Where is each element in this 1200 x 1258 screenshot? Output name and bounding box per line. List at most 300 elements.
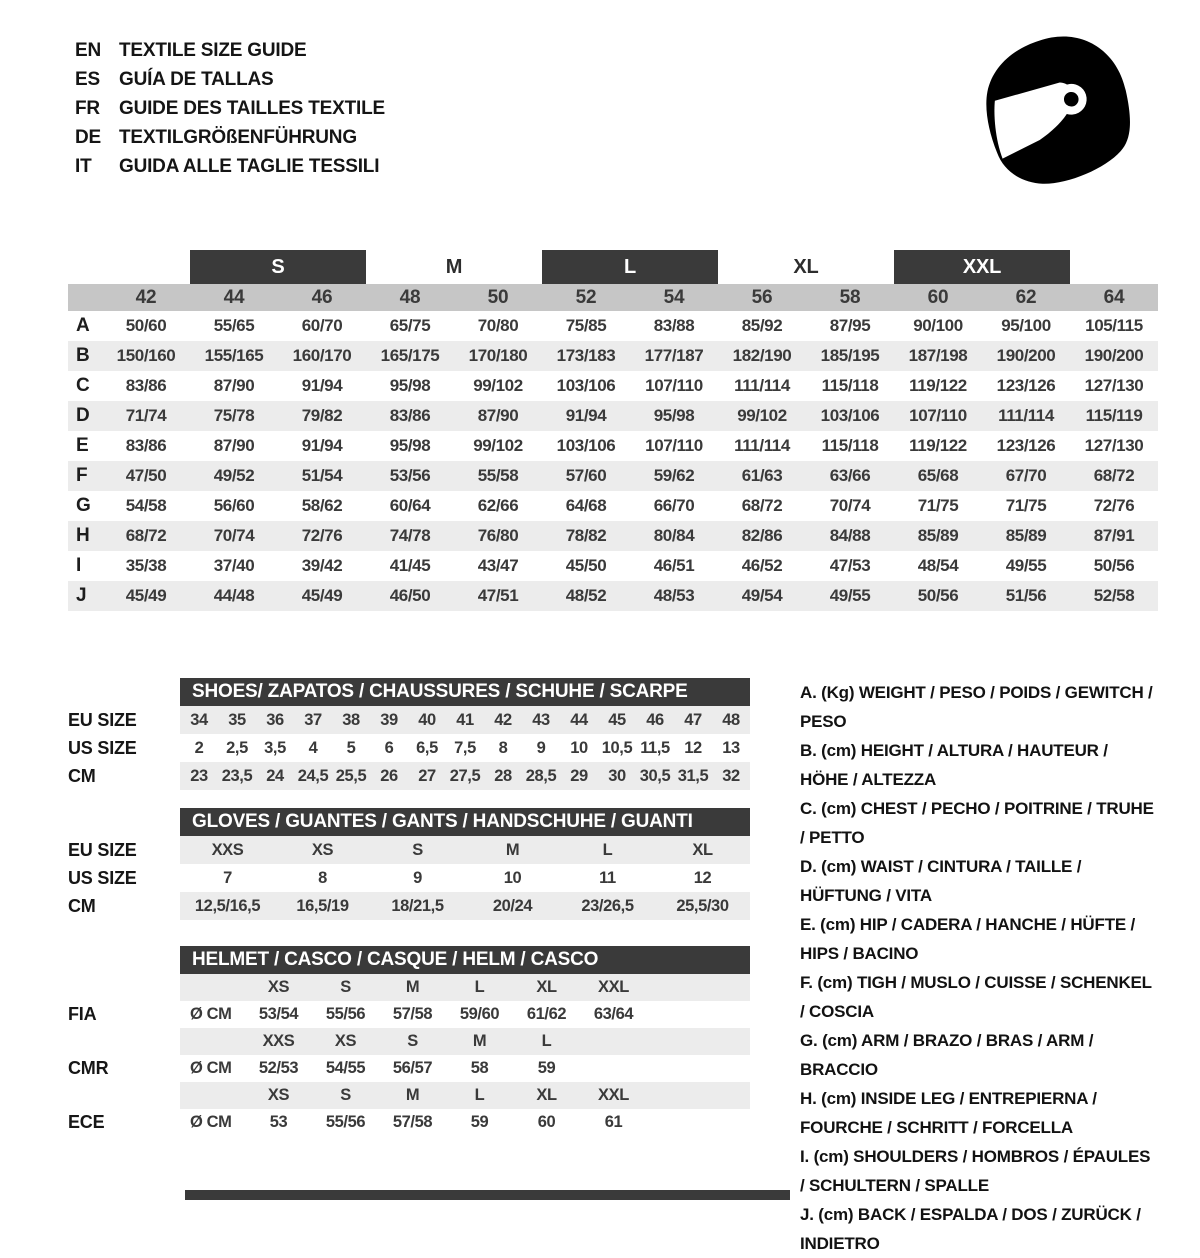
cell: 41 bbox=[456, 710, 474, 729]
row-values bbox=[180, 1028, 750, 1055]
numeric-size: 42 bbox=[135, 286, 157, 308]
size-value: 41/45 bbox=[389, 556, 431, 575]
helmet-size-label: L bbox=[474, 978, 485, 996]
row-letter: F bbox=[76, 465, 88, 486]
cell: 6 bbox=[384, 738, 394, 757]
size-value: 190/200 bbox=[1084, 346, 1144, 365]
cell: 25,5/30 bbox=[676, 896, 729, 915]
helmet-value: 58 bbox=[470, 1059, 489, 1077]
cell: 7,5 bbox=[454, 738, 476, 757]
numeric-size: 58 bbox=[839, 286, 861, 308]
helmet-size-label: XS bbox=[267, 978, 290, 996]
size-value: 79/82 bbox=[301, 406, 343, 425]
standard-label: FIA bbox=[68, 1004, 97, 1024]
size-value: 35/38 bbox=[125, 556, 167, 575]
size-row-H bbox=[68, 521, 1158, 551]
size-value: 49/55 bbox=[829, 586, 871, 605]
size-value: 57/60 bbox=[565, 466, 607, 485]
numeric-size: 48 bbox=[399, 286, 421, 308]
language-title-list bbox=[75, 36, 385, 181]
numeric-size: 56 bbox=[751, 286, 773, 308]
size-value: 49/52 bbox=[213, 466, 255, 485]
size-row-F bbox=[68, 461, 1158, 491]
helmet-value: 56/57 bbox=[392, 1059, 433, 1077]
unit-label: Ø CM bbox=[190, 1005, 232, 1023]
size-group-M: M bbox=[445, 255, 463, 278]
shoes-title-bar: SHOES/ ZAPATOS / CHAUSSURES / SCHUHE / SCARPE bbox=[180, 678, 750, 706]
size-value: 45/49 bbox=[125, 586, 167, 605]
size-value: 83/86 bbox=[125, 376, 167, 395]
numeric-size: 64 bbox=[1103, 286, 1125, 308]
language-row bbox=[75, 123, 385, 152]
legend-item: C. (cm) CHEST / PECHO / POITRINE / TRUHE / PETTO bbox=[800, 799, 1154, 847]
accessory-tables bbox=[68, 678, 750, 1136]
language-title: GUIDA ALLE TAGLIE TESSILI bbox=[119, 156, 380, 177]
size-value: 68/72 bbox=[1093, 466, 1135, 485]
size-value: 83/86 bbox=[125, 436, 167, 455]
shoes-row-eu-size bbox=[68, 706, 750, 734]
size-value: 60/70 bbox=[301, 316, 343, 335]
size-value: 160/170 bbox=[292, 346, 352, 365]
size-group-XXL: XXL bbox=[894, 250, 1070, 284]
legend-item: B. (cm) HEIGHT / ALTURA / HAUTEUR / HÖHE / ALTEZZA bbox=[800, 741, 1108, 789]
size-value: 55/58 bbox=[477, 466, 519, 485]
cell: 35 bbox=[228, 710, 246, 729]
helmet-size-label: XS bbox=[267, 1086, 290, 1104]
unit-label: Ø CM bbox=[190, 1113, 232, 1131]
cell: 10,5 bbox=[601, 738, 633, 757]
cell: 43 bbox=[532, 710, 550, 729]
helmet-size-label: XXL bbox=[598, 1086, 629, 1104]
size-value: 75/85 bbox=[565, 316, 607, 335]
helmet-sizes-row-CMR bbox=[68, 1028, 750, 1055]
size-value: 83/86 bbox=[389, 406, 431, 425]
cell: 29 bbox=[570, 766, 588, 785]
size-value: 82/86 bbox=[741, 526, 783, 545]
cell: 10 bbox=[503, 868, 522, 887]
legend-item: H. (cm) INSIDE LEG / ENTREPIERNA / FOURCHE / SCHRITT / FORCELLA bbox=[800, 1089, 1097, 1137]
row-values bbox=[180, 734, 750, 762]
cell: 34 bbox=[190, 710, 208, 729]
helmet-value: 54/55 bbox=[325, 1059, 366, 1077]
size-value: 99/102 bbox=[473, 376, 523, 395]
size-value: 51/56 bbox=[1005, 586, 1047, 605]
size-value: 48/54 bbox=[917, 556, 959, 575]
language-title: GUIDE DES TAILLES TEXTILE bbox=[119, 98, 385, 119]
size-row-B bbox=[68, 341, 1158, 371]
size-value: 48/53 bbox=[653, 586, 695, 605]
cell: 6,5 bbox=[416, 738, 438, 757]
numeric-size: 46 bbox=[311, 286, 333, 308]
language-row bbox=[75, 152, 385, 181]
row-values bbox=[180, 864, 750, 892]
row-letter: D bbox=[76, 405, 90, 426]
cell: XS bbox=[311, 840, 334, 859]
row-values bbox=[180, 892, 750, 920]
helmet-size-label: L bbox=[541, 1032, 552, 1050]
language-row bbox=[75, 65, 385, 94]
size-value: 123/126 bbox=[996, 436, 1056, 455]
size-value: 119/122 bbox=[909, 376, 967, 395]
size-value: 173/183 bbox=[556, 346, 616, 365]
cell: 38 bbox=[342, 710, 360, 729]
legend-item: E. (cm) HIP / CADERA / HANCHE / HÜFTE / HIPS / BACINO bbox=[800, 915, 1136, 963]
numeric-size: 62 bbox=[1015, 286, 1037, 308]
helmet-value: 55/56 bbox=[325, 1005, 366, 1023]
size-value: 95/98 bbox=[653, 406, 695, 425]
size-value: 44/48 bbox=[213, 586, 255, 605]
size-value: 90/100 bbox=[913, 316, 963, 335]
cell: 30,5 bbox=[639, 766, 671, 785]
cell: 12 bbox=[684, 738, 702, 757]
size-value: 91/94 bbox=[301, 376, 343, 395]
row-values bbox=[180, 1001, 750, 1028]
size-value: 85/89 bbox=[917, 526, 959, 545]
size-value: 47/53 bbox=[829, 556, 871, 575]
cell: 11,5 bbox=[640, 738, 670, 757]
cell: 10 bbox=[570, 738, 588, 757]
size-value: 63/66 bbox=[829, 466, 871, 485]
row-values bbox=[180, 1082, 750, 1109]
cell: 44 bbox=[570, 710, 588, 729]
cell: 25,5 bbox=[335, 766, 367, 785]
size-value: 87/90 bbox=[477, 406, 519, 425]
row-label: US SIZE bbox=[68, 737, 137, 758]
language-title: GUÍA DE TALLAS bbox=[119, 69, 274, 90]
size-value: 103/106 bbox=[556, 376, 616, 395]
size-value: 71/75 bbox=[1005, 496, 1047, 515]
legend-item: G. (cm) ARM / BRAZO / BRAS / ARM / BRACCIO bbox=[800, 1031, 1094, 1079]
size-value: 75/78 bbox=[213, 406, 255, 425]
cell: 36 bbox=[266, 710, 284, 729]
size-value: 165/175 bbox=[380, 346, 440, 365]
section-gap bbox=[68, 920, 750, 946]
size-value: 84/88 bbox=[829, 526, 871, 545]
row-letter: A bbox=[76, 315, 90, 336]
size-value: 150/160 bbox=[116, 346, 176, 365]
language-code: DE bbox=[75, 127, 101, 148]
size-value: 60/64 bbox=[389, 496, 431, 515]
size-value: 103/106 bbox=[820, 406, 880, 425]
size-row-E bbox=[68, 431, 1158, 461]
textile-size-table bbox=[68, 250, 1158, 611]
cell: 2,5 bbox=[226, 738, 248, 757]
row-letter: G bbox=[76, 495, 91, 516]
row-label: CM bbox=[68, 895, 96, 916]
size-value: 53/56 bbox=[389, 466, 431, 485]
cell: 40 bbox=[418, 710, 436, 729]
size-value: 119/122 bbox=[909, 436, 967, 455]
helmet-value: 59 bbox=[537, 1059, 556, 1077]
size-value: 111/114 bbox=[734, 376, 790, 395]
size-value: 55/65 bbox=[213, 316, 255, 335]
cell: 27 bbox=[418, 766, 436, 785]
size-value: 123/126 bbox=[996, 376, 1056, 395]
row-values bbox=[180, 706, 750, 734]
shoes-row-cm bbox=[68, 762, 750, 790]
row-letter: C bbox=[76, 375, 90, 396]
cell: 23,5 bbox=[221, 766, 253, 785]
size-value: 185/195 bbox=[820, 346, 880, 365]
row-letter: J bbox=[76, 585, 87, 606]
size-value: 65/75 bbox=[389, 316, 431, 335]
size-value: 187/198 bbox=[908, 346, 968, 365]
language-code: IT bbox=[75, 156, 92, 177]
size-value: 64/68 bbox=[565, 496, 607, 515]
size-value: 71/75 bbox=[917, 496, 959, 515]
size-value: 115/118 bbox=[821, 436, 879, 455]
lower-section bbox=[68, 678, 1158, 1258]
size-value: 56/60 bbox=[213, 496, 255, 515]
size-value: 70/74 bbox=[213, 526, 255, 545]
helmet-size-label: XL bbox=[536, 1086, 557, 1104]
size-value: 115/118 bbox=[821, 376, 879, 395]
unit-label: Ø CM bbox=[190, 1059, 232, 1077]
language-code: FR bbox=[75, 98, 100, 119]
cell: 28,5 bbox=[525, 766, 557, 785]
cell: 20/24 bbox=[492, 896, 533, 915]
size-value: 87/90 bbox=[213, 436, 255, 455]
size-row-C bbox=[68, 371, 1158, 401]
cutoff-section-bar bbox=[185, 1190, 790, 1200]
standard-label: CMR bbox=[68, 1058, 109, 1078]
size-value: 59/62 bbox=[653, 466, 695, 485]
row-label: CM bbox=[68, 765, 96, 786]
row-label: US SIZE bbox=[68, 867, 137, 888]
gloves-row-eu-size bbox=[68, 836, 750, 864]
cell: 39 bbox=[380, 710, 398, 729]
row-letter: H bbox=[76, 525, 90, 546]
legend-item: A. (Kg) WEIGHT / PESO / POIDS / GEWITCH / PESO bbox=[800, 683, 1153, 731]
measurement-legend bbox=[800, 678, 1158, 1258]
size-value: 39/42 bbox=[301, 556, 343, 575]
size-value: 50/56 bbox=[1093, 556, 1135, 575]
cell: 4 bbox=[308, 738, 318, 757]
size-group-header-row bbox=[68, 250, 1158, 284]
size-row-A bbox=[68, 311, 1158, 341]
size-value: 62/66 bbox=[477, 496, 519, 515]
cell: 12 bbox=[693, 868, 712, 887]
size-value: 91/94 bbox=[565, 406, 607, 425]
cell: 24 bbox=[266, 766, 284, 785]
cell: 31,5 bbox=[677, 766, 709, 785]
cell: S bbox=[412, 840, 423, 859]
language-code: EN bbox=[75, 40, 101, 61]
row-label: EU SIZE bbox=[68, 709, 137, 730]
numeric-size: 50 bbox=[487, 286, 509, 308]
size-value: 46/51 bbox=[653, 556, 695, 575]
cell: 12,5/16,5 bbox=[194, 896, 261, 915]
gloves-title-bar: GLOVES / GUANTES / GANTS / HANDSCHUHE / GUANTI bbox=[180, 808, 750, 836]
legend-item: I. (cm) SHOULDERS / HOMBROS / ÉPAULES / SCHULTERN / SPALLE bbox=[800, 1147, 1151, 1195]
cell: 23 bbox=[190, 766, 208, 785]
cell: 9 bbox=[536, 738, 546, 757]
size-value: 67/70 bbox=[1005, 466, 1047, 485]
size-value: 95/98 bbox=[389, 436, 431, 455]
size-value: 155/165 bbox=[204, 346, 264, 365]
helmet-sizes-row-FIA bbox=[68, 974, 750, 1001]
helmet-size-label: M bbox=[472, 1032, 487, 1050]
size-value: 190/200 bbox=[996, 346, 1056, 365]
cell: XL bbox=[692, 840, 713, 859]
cell: 24,5 bbox=[297, 766, 329, 785]
size-value: 80/84 bbox=[653, 526, 695, 545]
size-value: 37/40 bbox=[213, 556, 255, 575]
cell: 46 bbox=[646, 710, 664, 729]
corner-cell bbox=[68, 284, 102, 311]
size-value: 111/114 bbox=[734, 436, 790, 455]
helmet-size-label: S bbox=[340, 978, 351, 996]
gloves-row-us-size bbox=[68, 864, 750, 892]
size-value: 68/72 bbox=[741, 496, 783, 515]
size-value: 46/50 bbox=[389, 586, 431, 605]
cell: 7 bbox=[223, 868, 232, 887]
size-value: 47/50 bbox=[125, 466, 167, 485]
helmet-size-label: S bbox=[407, 1032, 418, 1050]
cell: 48 bbox=[722, 710, 740, 729]
size-value: 87/91 bbox=[1093, 526, 1135, 545]
cell: 47 bbox=[684, 710, 702, 729]
size-group-XL: XL bbox=[793, 255, 819, 278]
size-value: 127/130 bbox=[1084, 436, 1144, 455]
size-value: 170/180 bbox=[468, 346, 528, 365]
cell: 3,5 bbox=[264, 738, 286, 757]
helmet-size-label: S bbox=[340, 1086, 351, 1104]
helmet-size-label: XL bbox=[536, 978, 557, 996]
size-value: 49/54 bbox=[741, 586, 783, 605]
cell: 18/21,5 bbox=[391, 896, 444, 915]
row-values bbox=[180, 1055, 750, 1082]
helmet-value: 53/54 bbox=[258, 1005, 299, 1023]
size-row-I bbox=[68, 551, 1158, 581]
size-value: 91/94 bbox=[301, 436, 343, 455]
shoes-row-us-size bbox=[68, 734, 750, 762]
size-value: 54/58 bbox=[125, 496, 167, 515]
helmet-value: 60 bbox=[537, 1113, 556, 1131]
racing-helmet-icon bbox=[970, 28, 1142, 195]
size-value: 76/80 bbox=[477, 526, 519, 545]
helmet-values-row-CMR bbox=[68, 1055, 750, 1082]
row-letter: E bbox=[76, 435, 89, 456]
numeric-size: 60 bbox=[927, 286, 949, 308]
helmet-table bbox=[68, 974, 750, 1136]
cell: 8 bbox=[318, 868, 327, 887]
helmet-values-row-ECE bbox=[68, 1109, 750, 1136]
language-title: TEXTILE SIZE GUIDE bbox=[119, 40, 307, 61]
size-value: 47/51 bbox=[477, 586, 519, 605]
helmet-value: 61/62 bbox=[526, 1005, 567, 1023]
row-label: EU SIZE bbox=[68, 839, 137, 860]
gloves-table bbox=[68, 836, 750, 920]
row-values bbox=[180, 1109, 750, 1136]
legend-item: D. (cm) WAIST / CINTURA / TAILLE / HÜFTUNG / VITA bbox=[800, 857, 1082, 905]
helmet-title-bar: HELMET / CASCO / CASQUE / HELM / CASCO bbox=[180, 946, 750, 974]
language-code: ES bbox=[75, 69, 100, 90]
size-value: 177/187 bbox=[644, 346, 704, 365]
size-value: 74/78 bbox=[389, 526, 431, 545]
size-value: 72/76 bbox=[1093, 496, 1135, 515]
size-row-D bbox=[68, 401, 1158, 431]
helmet-value: 53 bbox=[269, 1113, 288, 1131]
helmet-value: 57/58 bbox=[392, 1005, 433, 1023]
row-letter: I bbox=[76, 555, 82, 576]
helmet-size-label: M bbox=[405, 978, 420, 996]
size-value: 87/95 bbox=[829, 316, 871, 335]
helmet-value: 63/64 bbox=[593, 1005, 634, 1023]
size-value: 95/98 bbox=[389, 376, 431, 395]
size-value: 99/102 bbox=[737, 406, 787, 425]
cell: 28 bbox=[494, 766, 512, 785]
size-value: 50/60 bbox=[125, 316, 167, 335]
size-value: 51/54 bbox=[301, 466, 343, 485]
size-value: 99/102 bbox=[473, 436, 523, 455]
cell: 37 bbox=[304, 710, 322, 729]
cell: 30 bbox=[608, 766, 626, 785]
section-gap bbox=[68, 790, 750, 808]
helmet-size-label: XXL bbox=[598, 978, 629, 996]
size-value: 49/55 bbox=[1005, 556, 1047, 575]
helmet-values-row-FIA bbox=[68, 1001, 750, 1028]
size-value: 115/119 bbox=[1085, 406, 1143, 425]
size-value: 68/72 bbox=[125, 526, 167, 545]
measurement-rows bbox=[68, 311, 1158, 611]
size-value: 61/63 bbox=[741, 466, 783, 485]
size-value: 107/110 bbox=[645, 376, 703, 395]
size-value: 48/52 bbox=[565, 586, 607, 605]
cell: 2 bbox=[194, 738, 204, 757]
size-value: 182/190 bbox=[732, 346, 792, 365]
size-value: 65/68 bbox=[917, 466, 959, 485]
cell: 32 bbox=[722, 766, 740, 785]
size-value: 45/50 bbox=[565, 556, 607, 575]
helmet-value: 55/56 bbox=[325, 1113, 366, 1131]
size-value: 66/70 bbox=[653, 496, 695, 515]
cell: 11 bbox=[599, 868, 616, 887]
size-value: 58/62 bbox=[301, 496, 343, 515]
size-value: 46/52 bbox=[741, 556, 783, 575]
size-group-L: L bbox=[542, 250, 718, 284]
standard-label: ECE bbox=[68, 1112, 105, 1132]
language-title: TEXTILGRÖßENFÜHRUNG bbox=[119, 127, 357, 148]
size-value: 45/49 bbox=[301, 586, 343, 605]
size-value: 83/88 bbox=[653, 316, 695, 335]
cell: 16,5/19 bbox=[296, 896, 349, 915]
size-value: 52/58 bbox=[1093, 586, 1135, 605]
size-value: 71/74 bbox=[125, 406, 167, 425]
cell: 42 bbox=[494, 710, 512, 729]
cell: 45 bbox=[608, 710, 626, 729]
helmet-size-label: XXS bbox=[262, 1032, 295, 1050]
row-values bbox=[180, 836, 750, 864]
gloves-row-cm bbox=[68, 892, 750, 920]
helmet-value: 59 bbox=[470, 1113, 489, 1131]
numeric-size: 54 bbox=[663, 286, 685, 308]
size-value: 103/106 bbox=[556, 436, 616, 455]
row-letter: B bbox=[76, 345, 90, 366]
size-value: 70/80 bbox=[477, 316, 519, 335]
helmet-sizes-row-ECE bbox=[68, 1082, 750, 1109]
helmet-value: 52/53 bbox=[258, 1059, 299, 1077]
cell: 13 bbox=[722, 738, 740, 757]
cell: M bbox=[505, 840, 520, 859]
helmet-value: 57/58 bbox=[392, 1113, 433, 1131]
numeric-size: 44 bbox=[223, 286, 245, 308]
cell: 27,5 bbox=[449, 766, 481, 785]
size-value: 78/82 bbox=[565, 526, 607, 545]
size-row-G bbox=[68, 491, 1158, 521]
row-values bbox=[180, 974, 750, 1001]
numeric-size-row bbox=[68, 284, 1158, 311]
